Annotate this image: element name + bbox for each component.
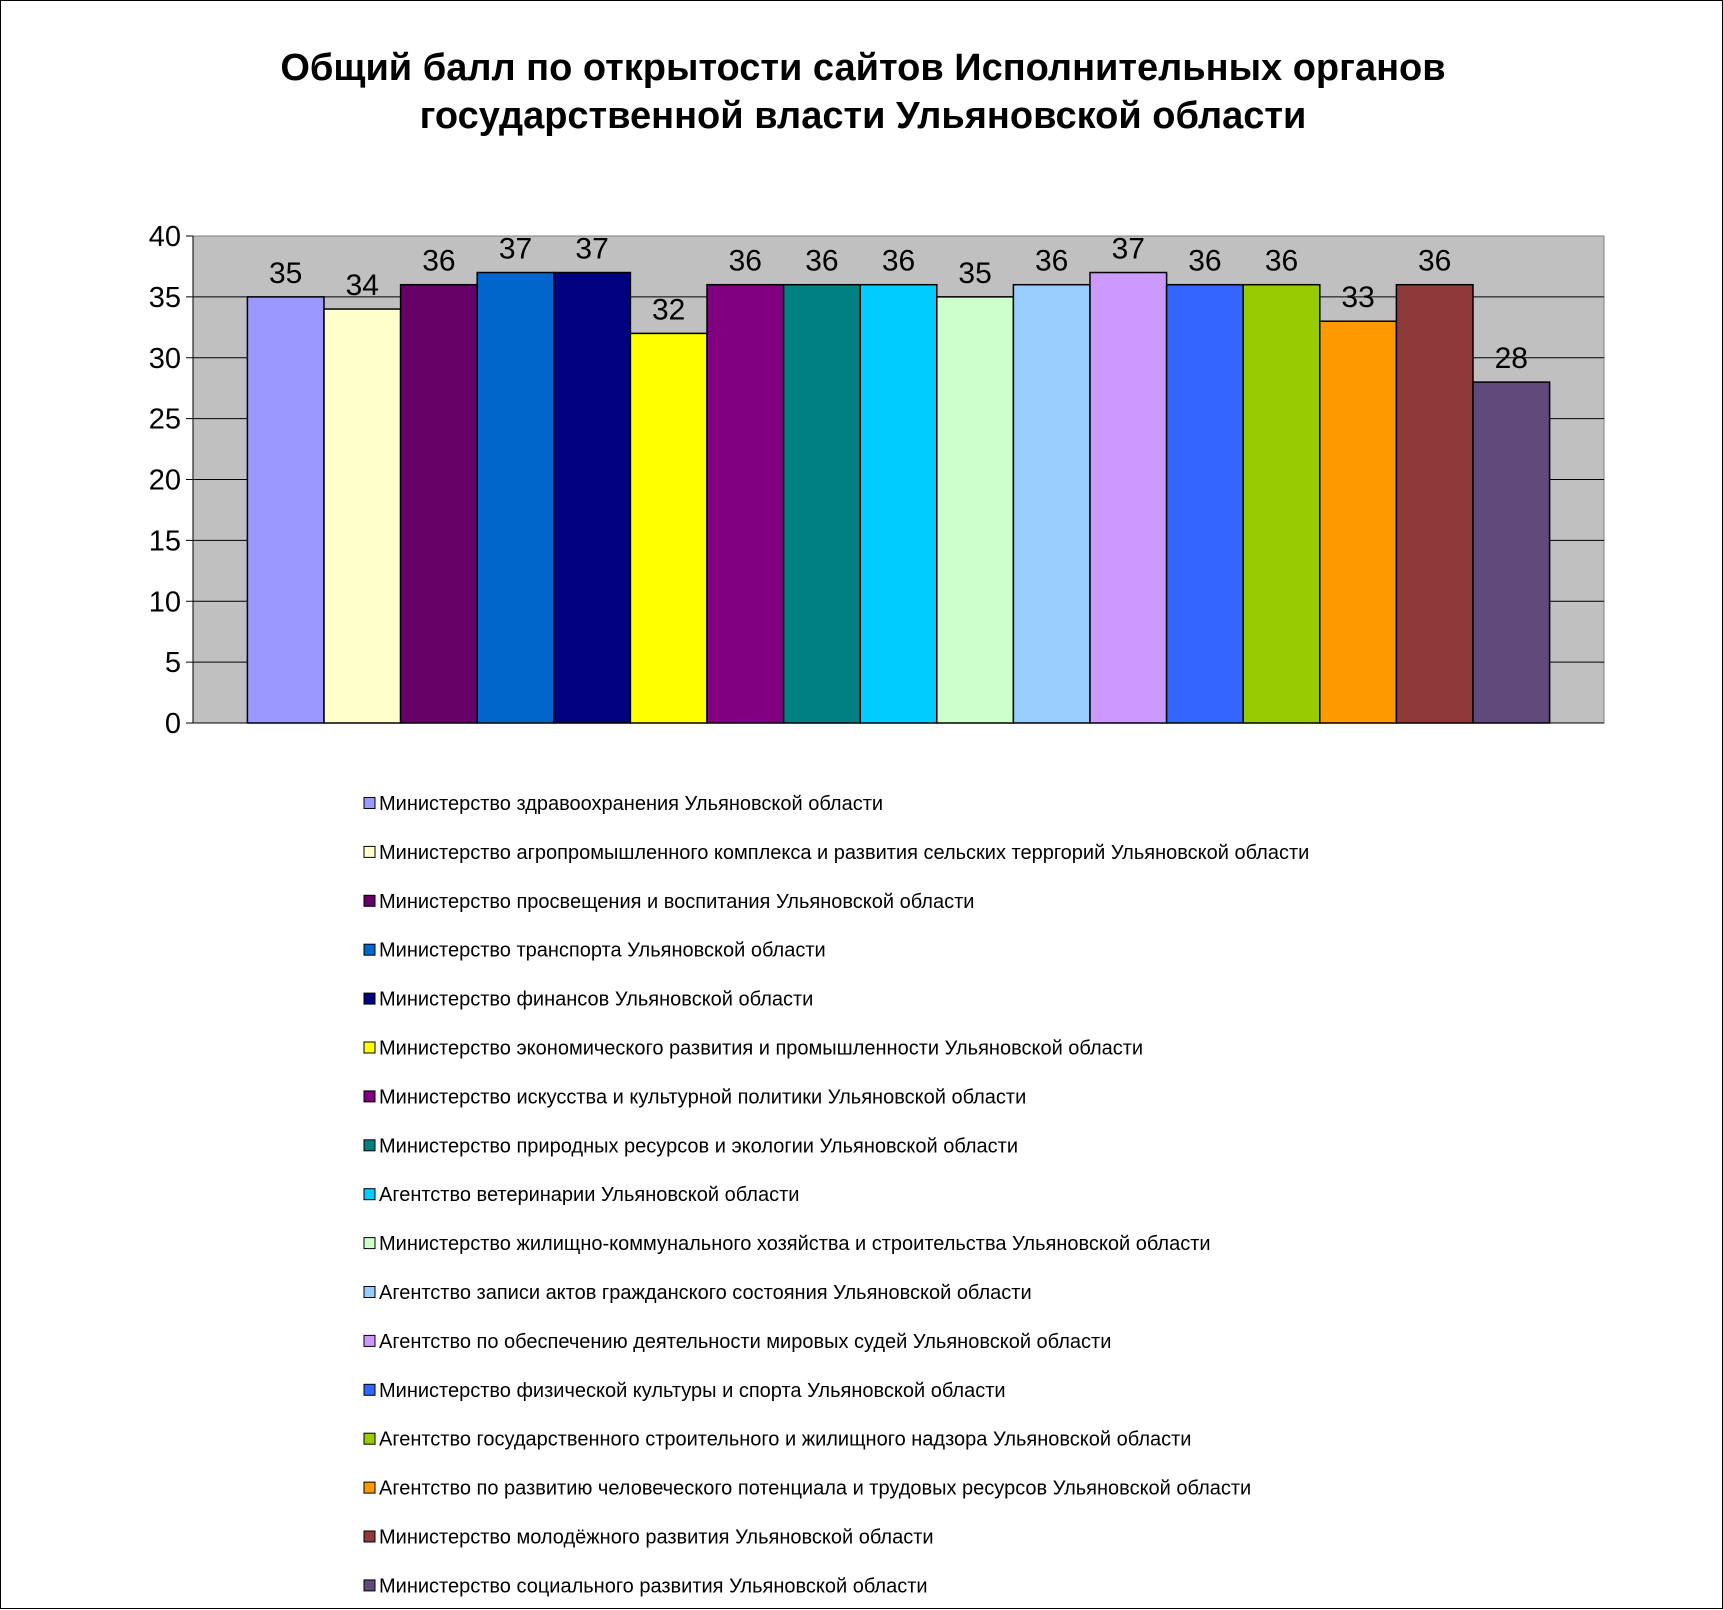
- legend-entry: Министерство природных ресурсов и экологии Ульяновской области: [379, 1135, 1019, 1158]
- legend-swatch: [364, 1287, 375, 1298]
- legend-swatch: [364, 798, 375, 809]
- data-label: 36: [1035, 244, 1069, 278]
- legend-entry: Министерство здравоохранения Ульяновской области: [379, 793, 884, 815]
- y-tick-label: 40: [148, 221, 181, 253]
- data-label: 36: [422, 244, 456, 278]
- y-tick-label: 25: [148, 403, 181, 436]
- legend-entry: Министерство просвещения и воспитания Ульяновской области: [379, 890, 975, 913]
- data-label: 35: [269, 256, 303, 290]
- data-label: 33: [1341, 281, 1375, 315]
- bar: [1396, 285, 1473, 723]
- y-tick-label: 20: [148, 464, 181, 497]
- legend-swatch: [364, 1580, 375, 1591]
- legend-swatch: [364, 1531, 375, 1542]
- bar: [401, 285, 478, 723]
- data-label: 36: [1418, 244, 1452, 278]
- data-label: 34: [345, 269, 379, 303]
- legend-swatch: [364, 944, 375, 955]
- data-label: 36: [1264, 244, 1299, 278]
- legend-entry: Агентство по развитию человеческого потенциала и трудовых ресурсов Ульяновской области: [379, 1477, 1252, 1500]
- chart-title-line-1: Общий балл по открытости сайтов Исполнительных органов: [280, 47, 1446, 89]
- legend-swatch: [364, 1091, 375, 1102]
- y-tick-label: 0: [164, 708, 181, 740]
- legend-swatch: [364, 895, 375, 906]
- data-label: 35: [958, 256, 992, 290]
- legend-entry: Агентство записи актов гражданского состояния Ульяновской области: [379, 1282, 1032, 1304]
- legend-swatch: [364, 993, 375, 1004]
- y-tick-label: 35: [148, 281, 181, 314]
- legend-entry: Министерство транспорта Ульяновской области: [379, 939, 826, 962]
- legend-swatch: [364, 1433, 375, 1444]
- bar: [554, 273, 631, 723]
- legend-swatch: [364, 1042, 375, 1053]
- y-tick-label: 30: [148, 342, 181, 375]
- legend-entry: Министерство финансов Ульяновской области: [379, 988, 814, 1011]
- bar: [1243, 285, 1320, 723]
- bar: [477, 273, 554, 723]
- data-label: 36: [728, 244, 762, 278]
- bar: [324, 309, 401, 723]
- y-tick-label: 5: [164, 647, 181, 680]
- legend-swatch: [364, 1384, 375, 1395]
- bar: [1013, 285, 1090, 723]
- data-label: 32: [652, 293, 686, 327]
- legend-swatch: [364, 846, 375, 857]
- bar: [1167, 285, 1244, 723]
- data-label: 37: [498, 232, 533, 266]
- bar-chart: [1, 1, 1723, 1610]
- legend-entry: Министерство экономического развития и промышленности Ульяновской области: [379, 1037, 1144, 1060]
- legend-entry: Министерство искусства и культурной политики Ульяновской области: [379, 1086, 1027, 1109]
- bar: [784, 285, 861, 723]
- bar: [630, 333, 707, 723]
- data-label: 37: [575, 232, 609, 266]
- legend-entry: Агентство по обеспечению деятельности мировых судей Ульяновской области: [379, 1330, 1112, 1353]
- bar: [860, 285, 937, 723]
- bar: [247, 297, 324, 723]
- data-label: 28: [1494, 342, 1528, 376]
- legend-swatch: [364, 1238, 375, 1249]
- legend-entry: Агентство государственного строительного и жилищного надзора Ульяновской области: [379, 1428, 1192, 1451]
- bar: [1320, 321, 1397, 723]
- legend-swatch: [364, 1189, 375, 1200]
- legend-swatch: [364, 1482, 375, 1493]
- legend-entry: Министерство агропромышленного комплекса и развития сельских терргорий Ульяновской области: [379, 841, 1310, 864]
- legend-swatch: [364, 1335, 375, 1346]
- bar: [1090, 273, 1167, 723]
- legend: [364, 793, 1309, 1597]
- bar: [937, 297, 1014, 723]
- legend-entry: Министерство молодёжного развития Ульяновской области: [379, 1526, 934, 1549]
- data-label: 37: [1111, 232, 1145, 266]
- bar: [707, 285, 784, 723]
- legend-entry: Агентство ветеринарии Ульяновской области: [379, 1184, 800, 1207]
- data-label: 36: [805, 244, 839, 278]
- data-label: 36: [1188, 244, 1222, 278]
- chart-title-line-2: государственной власти Ульяновской области: [419, 95, 1307, 137]
- bar: [1473, 382, 1550, 723]
- y-tick-label: 15: [148, 525, 181, 558]
- legend-swatch: [364, 1140, 375, 1151]
- bars: [247, 273, 1549, 723]
- data-label: 36: [881, 244, 916, 278]
- legend-entry: Министерство жилищно-коммунального хозяйства и строительства Ульяновской области: [379, 1233, 1211, 1256]
- legend-entry: Министерство физической культуры и спорта Ульяновской области: [379, 1379, 1006, 1402]
- y-tick-label: 10: [148, 586, 181, 619]
- legend-entry: Министерство социального развития Ульяновской области: [379, 1575, 928, 1598]
